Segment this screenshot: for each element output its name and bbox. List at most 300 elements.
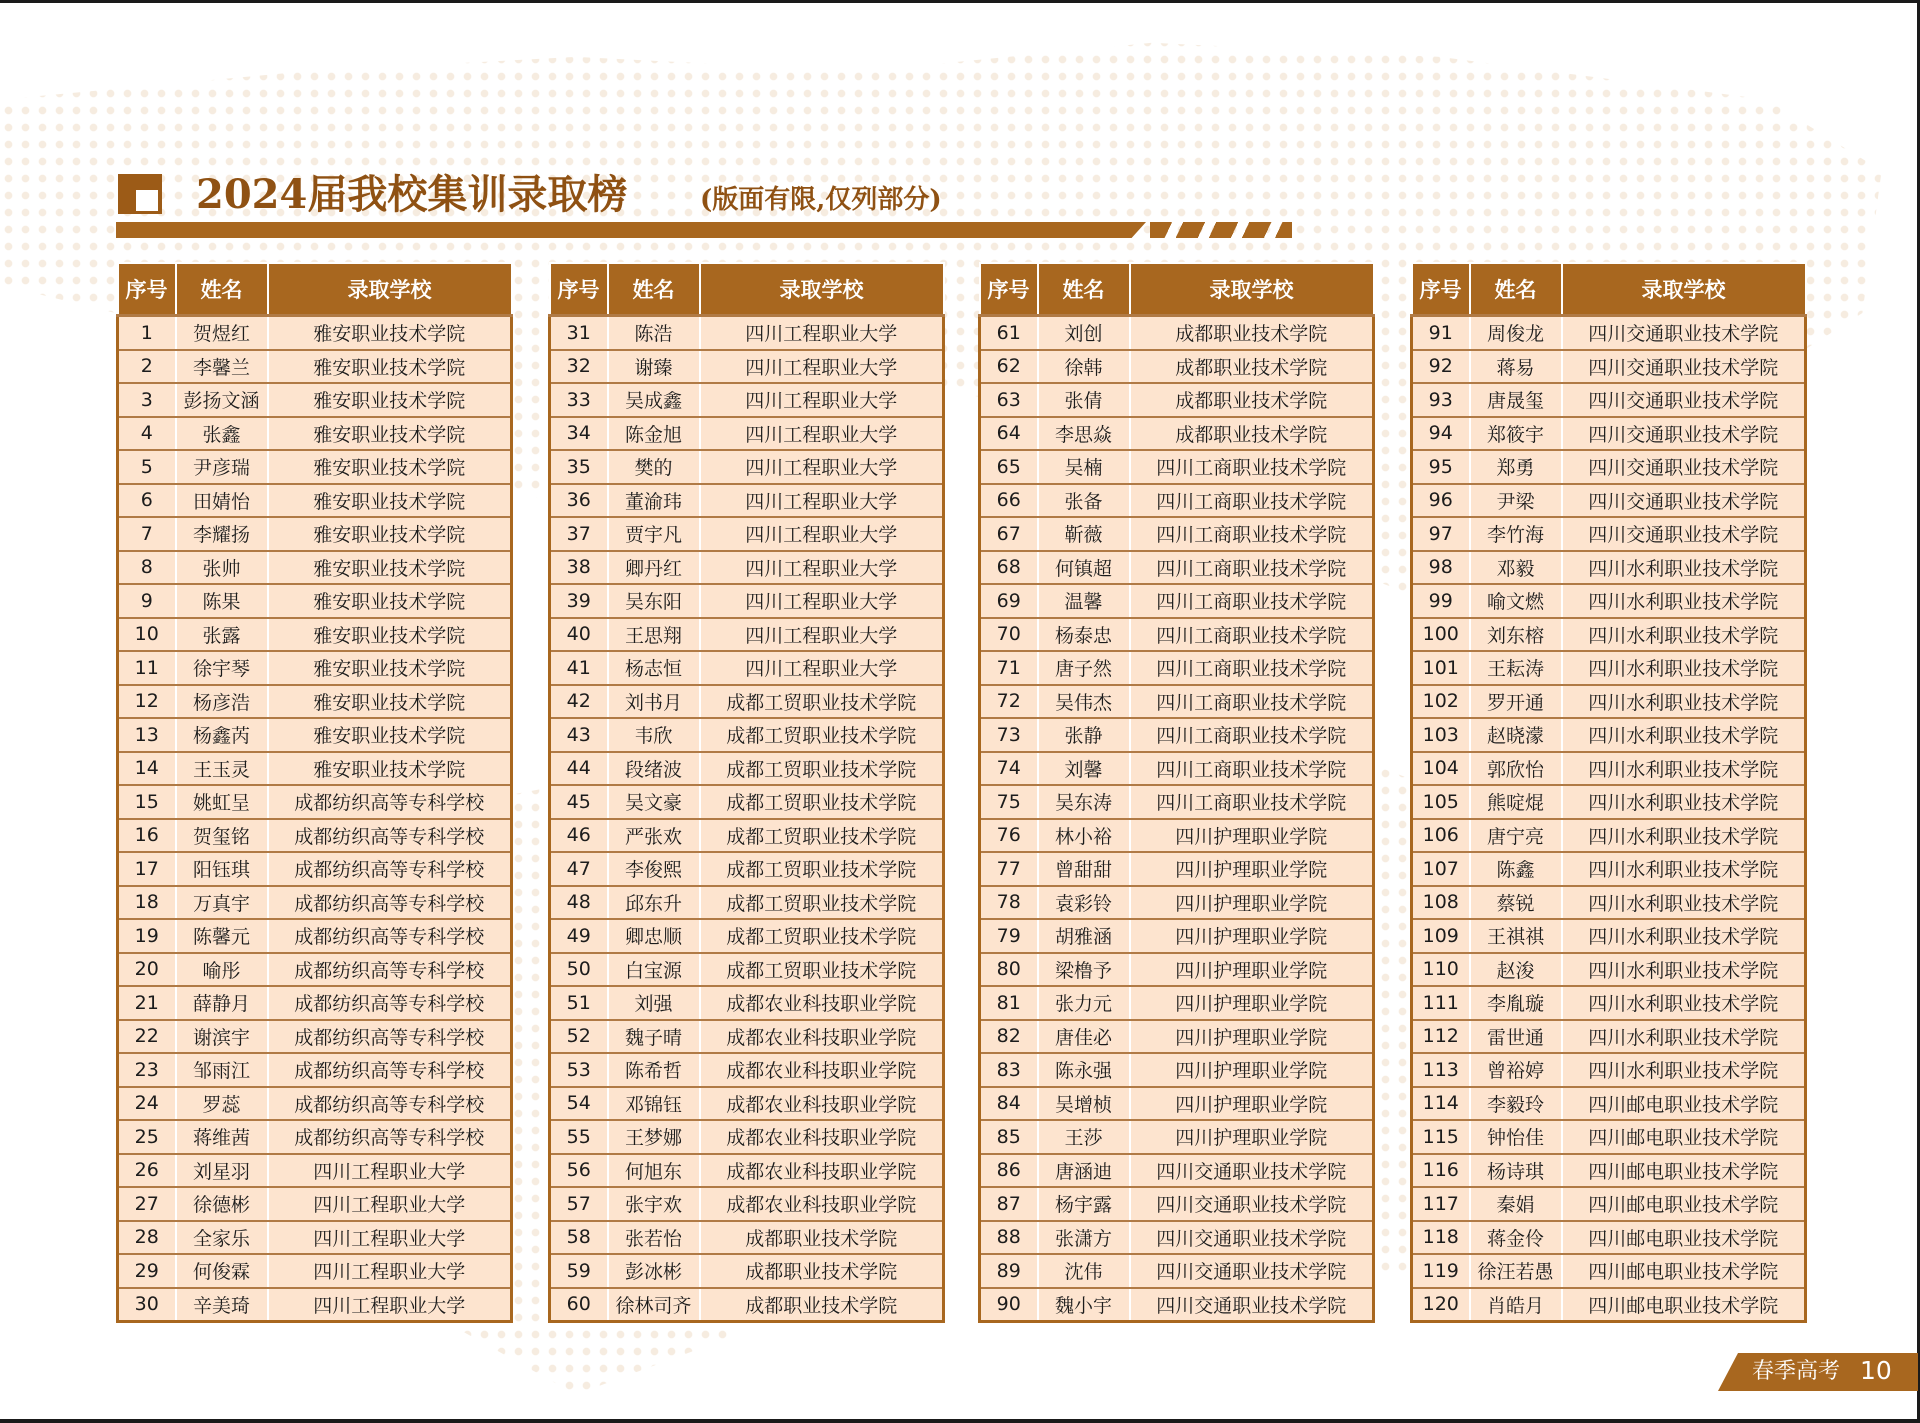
table-row [118, 752, 512, 786]
row-number-cell: 16 [118, 819, 176, 853]
table-row [550, 886, 944, 920]
row-number-cell: 117 [1412, 1187, 1470, 1221]
student-name-cell: 邓锦钰 [608, 1087, 700, 1121]
row-number-cell: 21 [118, 986, 176, 1020]
table-row [118, 819, 512, 853]
table-row [980, 1221, 1374, 1255]
student-name-cell: 段绪波 [608, 752, 700, 786]
row-number-cell: 53 [550, 1053, 608, 1087]
header-number: 序号 [1412, 263, 1470, 316]
table-row [1412, 953, 1806, 987]
school-name-cell: 四川工程职业大学 [700, 316, 944, 350]
student-name-cell: 张倩 [1038, 383, 1130, 417]
table-row [550, 383, 944, 417]
row-number-cell: 7 [118, 517, 176, 551]
student-name-cell: 魏子晴 [608, 1020, 700, 1054]
table-row [118, 718, 512, 752]
row-number-cell: 68 [980, 551, 1038, 585]
table-row [1412, 1254, 1806, 1288]
row-number-cell: 60 [550, 1288, 608, 1322]
table-row [118, 517, 512, 551]
table-row [1412, 1087, 1806, 1121]
school-name-cell: 四川水利职业技术学院 [1562, 651, 1806, 685]
student-name-cell: 王思翔 [608, 618, 700, 652]
table-row [980, 752, 1374, 786]
table-row [118, 417, 512, 451]
student-name-cell: 赵浚 [1470, 953, 1562, 987]
table-row [980, 651, 1374, 685]
row-number-cell: 97 [1412, 517, 1470, 551]
school-name-cell: 四川护理职业学院 [1130, 819, 1374, 853]
table-row [980, 919, 1374, 953]
row-number-cell: 115 [1412, 1120, 1470, 1154]
student-name-cell: 王莎 [1038, 1120, 1130, 1154]
student-name-cell: 郑筱宇 [1470, 417, 1562, 451]
student-name-cell: 邹雨江 [176, 1053, 268, 1087]
row-number-cell: 46 [550, 819, 608, 853]
student-name-cell: 郭欣怡 [1470, 752, 1562, 786]
row-number-cell: 98 [1412, 551, 1470, 585]
table-row [980, 1120, 1374, 1154]
school-name-cell: 雅安职业技术学院 [268, 551, 512, 585]
student-name-cell: 刘东榕 [1470, 618, 1562, 652]
row-number-cell: 2 [118, 350, 176, 384]
page-title: 2024届我校集训录取榜 [196, 171, 628, 218]
row-number-cell: 15 [118, 785, 176, 819]
table-row [980, 718, 1374, 752]
table-row [550, 1020, 944, 1054]
student-name-cell: 张帅 [176, 551, 268, 585]
table-row [550, 986, 944, 1020]
school-name-cell: 四川工程职业大学 [268, 1154, 512, 1188]
table-row [1412, 316, 1806, 350]
table-row [1412, 852, 1806, 886]
school-name-cell: 四川工程职业大学 [268, 1288, 512, 1322]
school-name-cell: 四川工商职业技术学院 [1130, 785, 1374, 819]
table-row [550, 417, 944, 451]
student-name-cell: 贾宇凡 [608, 517, 700, 551]
student-name-cell: 徐宇琴 [176, 651, 268, 685]
student-name-cell: 全家乐 [176, 1221, 268, 1255]
student-name-cell: 樊的 [608, 450, 700, 484]
student-name-cell: 彭扬文涵 [176, 383, 268, 417]
row-number-cell: 96 [1412, 484, 1470, 518]
frame-bottom-edge [0, 1419, 1920, 1423]
row-number-cell: 57 [550, 1187, 608, 1221]
row-number-cell: 61 [980, 316, 1038, 350]
school-name-cell: 四川水利职业技术学院 [1562, 919, 1806, 953]
row-number-cell: 4 [118, 417, 176, 451]
table-row [1412, 1154, 1806, 1188]
row-number-cell: 36 [550, 484, 608, 518]
table-row [1412, 886, 1806, 920]
school-name-cell: 雅安职业技术学院 [268, 685, 512, 719]
admission-table [548, 262, 945, 1323]
student-name-cell: 温馨 [1038, 584, 1130, 618]
header-school: 录取学校 [1562, 263, 1806, 316]
school-name-cell: 四川水利职业技术学院 [1562, 1020, 1806, 1054]
table-row [980, 383, 1374, 417]
table-row [1412, 718, 1806, 752]
school-name-cell: 四川护理职业学院 [1130, 1120, 1374, 1154]
student-name-cell: 罗开通 [1470, 685, 1562, 719]
school-name-cell: 四川工程职业大学 [700, 584, 944, 618]
table-row [550, 517, 944, 551]
row-number-cell: 49 [550, 919, 608, 953]
school-name-cell: 四川工商职业技术学院 [1130, 718, 1374, 752]
school-name-cell: 雅安职业技术学院 [268, 450, 512, 484]
student-name-cell: 杨宇露 [1038, 1187, 1130, 1221]
table-row [980, 450, 1374, 484]
school-name-cell: 四川护理职业学院 [1130, 852, 1374, 886]
student-name-cell: 刘书月 [608, 685, 700, 719]
row-number-cell: 79 [980, 919, 1038, 953]
school-name-cell: 雅安职业技术学院 [268, 718, 512, 752]
table-row [550, 1221, 944, 1255]
school-name-cell: 成都农业科技职业学院 [700, 1154, 944, 1188]
table-row [118, 919, 512, 953]
student-name-cell: 吴增桢 [1038, 1087, 1130, 1121]
school-name-cell: 四川水利职业技术学院 [1562, 986, 1806, 1020]
table-row [1412, 651, 1806, 685]
student-name-cell: 肖皓月 [1470, 1288, 1562, 1322]
header-name: 姓名 [608, 263, 700, 316]
frame-top-edge [0, 0, 1920, 3]
student-name-cell: 王耘涛 [1470, 651, 1562, 685]
student-name-cell: 薛静月 [176, 986, 268, 1020]
student-name-cell: 陈永强 [1038, 1053, 1130, 1087]
row-number-cell: 22 [118, 1020, 176, 1054]
school-name-cell: 四川工程职业大学 [700, 417, 944, 451]
row-number-cell: 94 [1412, 417, 1470, 451]
student-name-cell: 谢臻 [608, 350, 700, 384]
row-number-cell: 25 [118, 1120, 176, 1154]
student-name-cell: 唐子然 [1038, 651, 1130, 685]
table-row [980, 819, 1374, 853]
table-row [550, 618, 944, 652]
student-name-cell: 张若怡 [608, 1221, 700, 1255]
row-number-cell: 39 [550, 584, 608, 618]
row-number-cell: 102 [1412, 685, 1470, 719]
row-number-cell: 69 [980, 584, 1038, 618]
school-name-cell: 四川工程职业大学 [700, 383, 944, 417]
school-name-cell: 四川水利职业技术学院 [1562, 886, 1806, 920]
student-name-cell: 杨诗琪 [1470, 1154, 1562, 1188]
row-number-cell: 28 [118, 1221, 176, 1255]
school-name-cell: 成都工贸职业技术学院 [700, 752, 944, 786]
school-name-cell: 四川水利职业技术学院 [1562, 685, 1806, 719]
roll-table-column-1 [116, 262, 510, 1323]
roll-table-column-3 [978, 262, 1372, 1323]
school-name-cell: 成都纺织高等专科学校 [268, 852, 512, 886]
header-number: 序号 [118, 263, 176, 316]
table-row [980, 316, 1374, 350]
row-number-cell: 59 [550, 1254, 608, 1288]
school-name-cell: 四川工商职业技术学院 [1130, 584, 1374, 618]
student-name-cell: 吴东阳 [608, 584, 700, 618]
student-name-cell: 吴成鑫 [608, 383, 700, 417]
student-name-cell: 贺煜红 [176, 316, 268, 350]
table-row [118, 551, 512, 585]
school-name-cell: 成都农业科技职业学院 [700, 1187, 944, 1221]
school-name-cell: 成都纺织高等专科学校 [268, 919, 512, 953]
row-number-cell: 42 [550, 685, 608, 719]
table-row [1412, 986, 1806, 1020]
school-name-cell: 成都工贸职业技术学院 [700, 718, 944, 752]
school-name-cell: 四川水利职业技术学院 [1562, 752, 1806, 786]
school-name-cell: 成都纺织高等专科学校 [268, 819, 512, 853]
school-name-cell: 四川工商职业技术学院 [1130, 484, 1374, 518]
student-name-cell: 陈鑫 [1470, 852, 1562, 886]
table-row [1412, 785, 1806, 819]
row-number-cell: 40 [550, 618, 608, 652]
row-number-cell: 26 [118, 1154, 176, 1188]
row-number-cell: 44 [550, 752, 608, 786]
student-name-cell: 徐德彬 [176, 1187, 268, 1221]
row-number-cell: 106 [1412, 819, 1470, 853]
student-name-cell: 严张欢 [608, 819, 700, 853]
table-row [118, 651, 512, 685]
row-number-cell: 100 [1412, 618, 1470, 652]
header-name: 姓名 [176, 263, 268, 316]
row-number-cell: 78 [980, 886, 1038, 920]
title-square-icon [118, 174, 162, 214]
row-number-cell: 85 [980, 1120, 1038, 1154]
row-number-cell: 38 [550, 551, 608, 585]
school-name-cell: 四川邮电职业技术学院 [1562, 1254, 1806, 1288]
table-row [118, 350, 512, 384]
student-name-cell: 喻文燃 [1470, 584, 1562, 618]
table-row [550, 316, 944, 350]
school-name-cell: 成都工贸职业技术学院 [700, 919, 944, 953]
table-row [118, 1120, 512, 1154]
school-name-cell: 四川水利职业技术学院 [1562, 551, 1806, 585]
school-name-cell: 四川交通职业技术学院 [1562, 517, 1806, 551]
school-name-cell: 成都纺织高等专科学校 [268, 986, 512, 1020]
student-name-cell: 郑勇 [1470, 450, 1562, 484]
table-header-row [118, 263, 512, 316]
table-row [550, 718, 944, 752]
student-name-cell: 李馨兰 [176, 350, 268, 384]
admission-table [1410, 262, 1807, 1323]
school-name-cell: 四川交通职业技术学院 [1562, 316, 1806, 350]
row-number-cell: 19 [118, 919, 176, 953]
school-name-cell: 四川邮电职业技术学院 [1562, 1288, 1806, 1322]
row-number-cell: 67 [980, 517, 1038, 551]
table-row [118, 484, 512, 518]
table-row [118, 685, 512, 719]
table-row [118, 953, 512, 987]
row-number-cell: 52 [550, 1020, 608, 1054]
table-row [1412, 584, 1806, 618]
row-number-cell: 77 [980, 852, 1038, 886]
student-name-cell: 蒋易 [1470, 350, 1562, 384]
table-row [550, 1154, 944, 1188]
table-row [980, 417, 1374, 451]
school-name-cell: 四川水利职业技术学院 [1562, 819, 1806, 853]
row-number-cell: 90 [980, 1288, 1038, 1322]
student-name-cell: 尹彦瑞 [176, 450, 268, 484]
row-number-cell: 23 [118, 1053, 176, 1087]
student-name-cell: 张备 [1038, 484, 1130, 518]
row-number-cell: 112 [1412, 1020, 1470, 1054]
table-row [980, 1020, 1374, 1054]
school-name-cell: 雅安职业技术学院 [268, 417, 512, 451]
school-name-cell: 成都职业技术学院 [1130, 316, 1374, 350]
table-row [1412, 819, 1806, 853]
table-row [550, 1254, 944, 1288]
row-number-cell: 43 [550, 718, 608, 752]
school-name-cell: 雅安职业技术学院 [268, 350, 512, 384]
table-row [550, 819, 944, 853]
row-number-cell: 62 [980, 350, 1038, 384]
student-name-cell: 秦娟 [1470, 1187, 1562, 1221]
student-name-cell: 辛美琦 [176, 1288, 268, 1322]
school-name-cell: 雅安职业技术学院 [268, 484, 512, 518]
table-row [118, 785, 512, 819]
school-name-cell: 四川工商职业技术学院 [1130, 517, 1374, 551]
student-name-cell: 张力元 [1038, 986, 1130, 1020]
table-row [1412, 383, 1806, 417]
row-number-cell: 118 [1412, 1221, 1470, 1255]
table-row [118, 618, 512, 652]
student-name-cell: 张露 [176, 618, 268, 652]
table-row [118, 852, 512, 886]
student-name-cell: 雷世通 [1470, 1020, 1562, 1054]
school-name-cell: 四川水利职业技术学院 [1562, 785, 1806, 819]
table-row [1412, 1020, 1806, 1054]
row-number-cell: 50 [550, 953, 608, 987]
table-row [118, 584, 512, 618]
school-name-cell: 四川护理职业学院 [1130, 986, 1374, 1020]
row-number-cell: 110 [1412, 953, 1470, 987]
table-row [1412, 919, 1806, 953]
student-name-cell: 刘创 [1038, 316, 1130, 350]
school-name-cell: 四川工商职业技术学院 [1130, 685, 1374, 719]
school-name-cell: 四川交通职业技术学院 [1562, 450, 1806, 484]
row-number-cell: 11 [118, 651, 176, 685]
student-name-cell: 蒋金伶 [1470, 1221, 1562, 1255]
school-name-cell: 雅安职业技术学院 [268, 383, 512, 417]
school-name-cell: 四川邮电职业技术学院 [1562, 1154, 1806, 1188]
row-number-cell: 35 [550, 450, 608, 484]
table-row [118, 886, 512, 920]
table-row [550, 1120, 944, 1154]
table-row [980, 584, 1374, 618]
table-row [550, 1087, 944, 1121]
student-name-cell: 曾裕婷 [1470, 1053, 1562, 1087]
row-number-cell: 41 [550, 651, 608, 685]
header-number: 序号 [550, 263, 608, 316]
header-name: 姓名 [1470, 263, 1562, 316]
student-name-cell: 林小裕 [1038, 819, 1130, 853]
row-number-cell: 63 [980, 383, 1038, 417]
student-name-cell: 万真宇 [176, 886, 268, 920]
student-name-cell: 王祺祺 [1470, 919, 1562, 953]
table-row [550, 350, 944, 384]
school-name-cell: 成都纺织高等专科学校 [268, 1053, 512, 1087]
school-name-cell: 四川护理职业学院 [1130, 1087, 1374, 1121]
student-name-cell: 张潇方 [1038, 1221, 1130, 1255]
table-row [550, 685, 944, 719]
row-number-cell: 81 [980, 986, 1038, 1020]
school-name-cell: 成都职业技术学院 [700, 1221, 944, 1255]
student-name-cell: 唐涵迪 [1038, 1154, 1130, 1188]
table-row [1412, 1221, 1806, 1255]
table-row [1412, 450, 1806, 484]
row-number-cell: 108 [1412, 886, 1470, 920]
table-header-row [1412, 263, 1806, 316]
table-row [550, 450, 944, 484]
row-number-cell: 73 [980, 718, 1038, 752]
table-row [550, 651, 944, 685]
student-name-cell: 钟怡佳 [1470, 1120, 1562, 1154]
row-number-cell: 56 [550, 1154, 608, 1188]
school-name-cell: 雅安职业技术学院 [268, 651, 512, 685]
student-name-cell: 白宝源 [608, 953, 700, 987]
row-number-cell: 83 [980, 1053, 1038, 1087]
table-row [550, 551, 944, 585]
school-name-cell: 四川水利职业技术学院 [1562, 953, 1806, 987]
roll-table-column-4 [1410, 262, 1804, 1323]
school-name-cell: 四川工商职业技术学院 [1130, 551, 1374, 585]
table-row [980, 350, 1374, 384]
student-name-cell: 何旭东 [608, 1154, 700, 1188]
table-row [550, 752, 944, 786]
school-name-cell: 四川交通职业技术学院 [1562, 350, 1806, 384]
row-number-cell: 107 [1412, 852, 1470, 886]
table-row [118, 1053, 512, 1087]
school-name-cell: 成都纺织高等专科学校 [268, 785, 512, 819]
school-name-cell: 成都职业技术学院 [1130, 350, 1374, 384]
school-name-cell: 四川水利职业技术学院 [1562, 718, 1806, 752]
student-name-cell: 吴东涛 [1038, 785, 1130, 819]
page-number: 10 [1860, 1356, 1892, 1385]
row-number-cell: 113 [1412, 1053, 1470, 1087]
table-row [118, 1221, 512, 1255]
school-name-cell: 四川工程职业大学 [700, 618, 944, 652]
student-name-cell: 陈馨元 [176, 919, 268, 953]
school-name-cell: 四川工商职业技术学院 [1130, 618, 1374, 652]
row-number-cell: 70 [980, 618, 1038, 652]
table-row [550, 852, 944, 886]
student-name-cell: 董渝玮 [608, 484, 700, 518]
student-name-cell: 陈金旭 [608, 417, 700, 451]
school-name-cell: 雅安职业技术学院 [268, 517, 512, 551]
table-row [980, 785, 1374, 819]
school-name-cell: 四川工商职业技术学院 [1130, 752, 1374, 786]
table-row [118, 383, 512, 417]
student-name-cell: 罗蕊 [176, 1087, 268, 1121]
table-row [980, 886, 1374, 920]
student-name-cell: 卿忠顺 [608, 919, 700, 953]
row-number-cell: 48 [550, 886, 608, 920]
title-stripes-decoration [1150, 222, 1292, 238]
row-number-cell: 80 [980, 953, 1038, 987]
admission-table [978, 262, 1375, 1323]
school-name-cell: 四川工程职业大学 [700, 651, 944, 685]
roll-table-column-2 [548, 262, 942, 1323]
row-number-cell: 103 [1412, 718, 1470, 752]
student-name-cell: 熊啶焜 [1470, 785, 1562, 819]
table-row [980, 1187, 1374, 1221]
row-number-cell: 30 [118, 1288, 176, 1322]
row-number-cell: 14 [118, 752, 176, 786]
table-row [980, 1087, 1374, 1121]
row-number-cell: 29 [118, 1254, 176, 1288]
school-name-cell: 成都纺织高等专科学校 [268, 1087, 512, 1121]
school-name-cell: 四川护理职业学院 [1130, 1053, 1374, 1087]
